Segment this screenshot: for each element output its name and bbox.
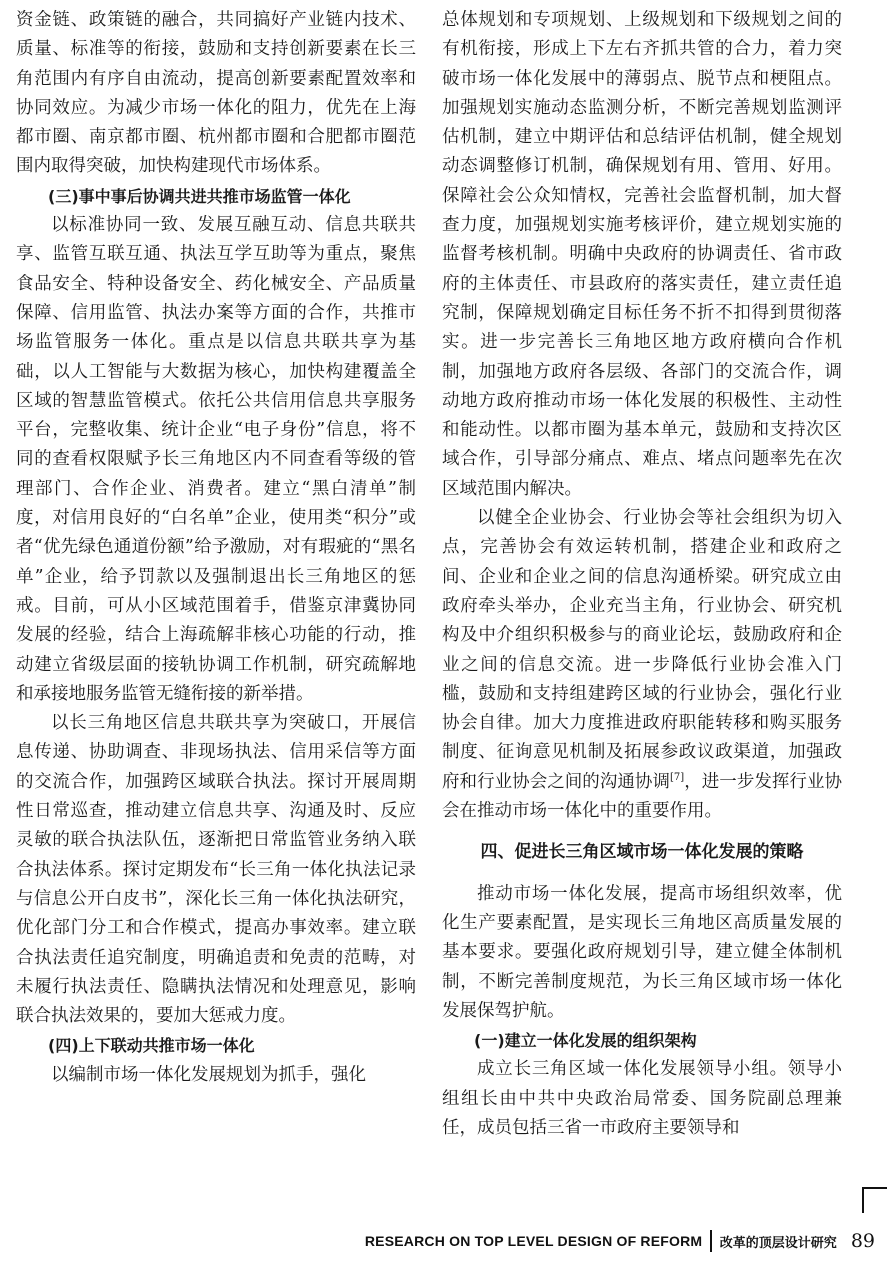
paragraph: 以长三角地区信息共联共享为突破口，开展信息传递、协助调查、非现场执法、信用采信等方面的交流合作，加强跨区域联合执法。探讨开展周期性日常巡查，推动建立信息共享、沟通及时、反应灵敏的联合执法队伍，逐渐把日常监管业务纳入联合执法体系。探讨定期发布“长三角一体化执法记录与信息公开白皮书”，深化长三角一体化执法研究，优化部门分工和合作模式，提高办事效率。建立联合执法责任追究制度，明确追责和免责的范畴，对未履行执法责任、隐瞒执法情况和处理意见，影响联合执法效果的，要加大惩戒力度。 xyxy=(16,713,416,1027)
paragraph-text: ，进一步发挥行业协会在推动市场一体化中的重要作用。 xyxy=(442,771,843,822)
citation-ref: [7] xyxy=(670,771,685,783)
footer-divider xyxy=(710,1230,712,1252)
corner-mark xyxy=(862,1187,887,1189)
paragraph: 资金链、政策链的融合，共同搞好产业链内技术、质量、标准等的衔接，鼓励和支持创新要素在长三角范围内有序自由流动，提高创新要素配置效率和协同效应。为减少市场一体化的阻力，优先在上海都市圈、南京都市圈、杭州都市圈和合肥都市圈范围内取得突破，加快构建现代市场体系。 xyxy=(16,10,416,177)
paragraph: 成立长三角区域一体化发展领导小组。领导小组组长由中共中央政治局常委、国务院副总理兼任，成员包括三省一市政府主要领导和 xyxy=(442,1059,842,1138)
paragraph xyxy=(442,504,842,826)
paragraph-text: 以健全企业协会、行业协会等社会组织为切入点，完善协会有效运转机制，搭建企业和政府之间、企业和企业之间的信息沟通桥梁。研究成立由政府牵头举办，企业充当主角，行业协会、研究机构及中介组织积极参与的商业论坛，鼓励政府和企业之间的信息交流。进一步降低行业协会准入门槛，鼓励和支持组建跨区域的行业协会，强化行业协会自律。加大力度推进政府职能转移和购买服务制度、征询意见机制及拓展参政议政渠道，加强政府和行业协会之间的沟通协调 xyxy=(442,508,842,792)
page-footer xyxy=(300,1226,875,1256)
subsection-heading: (一)建立一体化发展的组织架构 xyxy=(474,1031,697,1051)
section-heading: 四、促进长三角区域市场一体化发展的策略 xyxy=(480,842,804,863)
journal-title-cn: 改革的顶层设计研究 xyxy=(719,1235,837,1251)
left-column xyxy=(16,6,416,1090)
subsection-heading: (三)事中事后协调共进共推市场监管一体化 xyxy=(48,186,351,206)
subsection-heading: (四)上下联动共推市场一体化 xyxy=(48,1036,255,1056)
journal-title-en: RESEARCH ON TOP LEVEL DESIGN OF REFORM xyxy=(364,1233,703,1249)
paragraph: 总体规划和专项规划、上级规划和下级规划之间的有机衔接，形成上下左右齐抓共管的合力，着力突破市场一体化发展中的薄弱点、脱节点和梗阻点。加强规划实施动态监测分析，不断完善规划监测评估机制，建立中期评估和总结评估机制，健全规划动态调整修订机制，确保规划有用、管用、好用。保障社会公众知情权，完善社会监督机制，加大督查力度，加强规划实施考核评价，建立规划实施的监督考核机制。明确中央政府的协调责任、省市政府的主体责任、市县政府的落实责任，建立责任追究制，保障规划确定目标任务不折不扣得到贯彻落实。进一步完善长三角地区地方政府横向合作机制，加强地方政府各层级、各部门的交流合作，调动地方政府推动市场一体化发展的积极性、主动性和能动性。以都市圈为基本单元，鼓励和支持次区域合作，引导部分痛点、难点、堵点问题率先在次区域范围内解决。 xyxy=(442,10,842,499)
paragraph: 推动市场一体化发展，提高市场组织效率，优化生产要素配置，是实现长三角地区高质量发展的基本要求。要强化政府规划引导，建立健全体制机制，不断完善制度规范，为长三角区域市场一体化发展保驾护航。 xyxy=(442,883,842,1021)
right-column xyxy=(442,6,842,1143)
corner-mark xyxy=(862,1187,864,1213)
paragraph: 以标准协同一致、发展互融互动、信息共联共享、监管互联互通、执法互学互助等为重点，聚焦食品安全、特种设备安全、药化械安全、产品质量保障、信用监管、执法办案等方面的合作，共推市场监管服务一体化。重点是以信息共联共享为基础，以人工智能与大数据为核心，加快构建覆盖全区域的智慧监管模式。依托公共信用信息共享服务平台，完整收集、统计企业“电子身份”信息，将不同的查看权限赋予长三角地区内不同查看等级的管理部门、合作企业、消费者。建立“黑白清单”制度，对信用良好的“白名单”企业，使用类“积分”或者“优先绿色通道份额”给予激励，对有瑕疵的“黑名单”企业，给予罚款以及强制退出长三角地区的惩戒。目前，可从小区域范围着手，借鉴京津冀协同发展的经验，结合上海疏解非核心功能的行动，推动建立省级层面的接轨协调工作机制，研究疏解地和承接地服务监管无缝衔接的新举措。 xyxy=(16,215,416,704)
page-number: 89 xyxy=(850,1230,875,1252)
paragraph: 以编制市场一体化发展规划为抓手，强化 xyxy=(51,1064,366,1085)
